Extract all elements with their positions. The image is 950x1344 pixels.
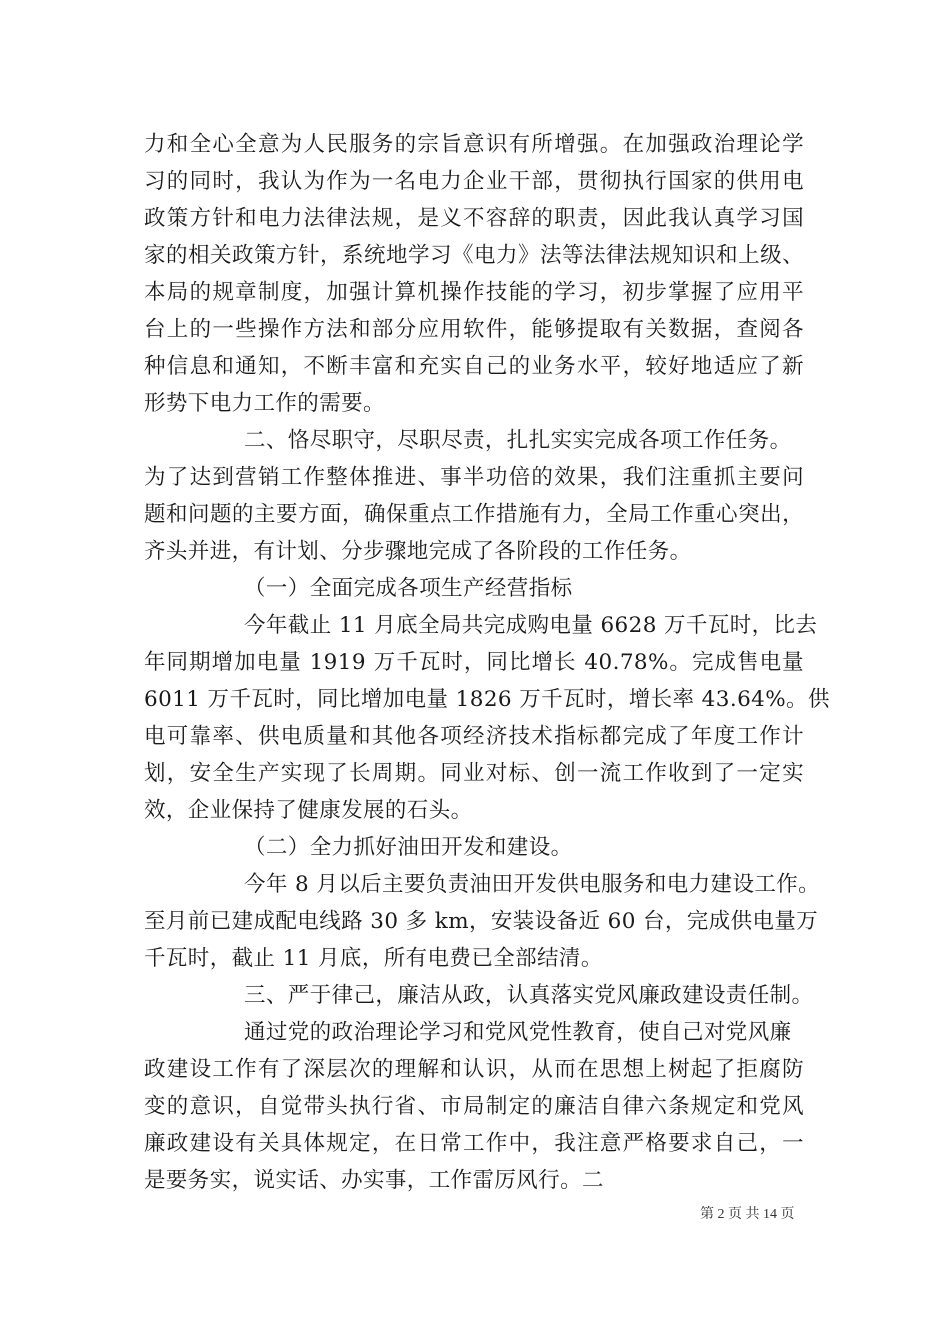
paragraph-line: 种信息和通知，不断丰富和充实自己的业务水平，较好地适应了新: [144, 354, 804, 379]
paragraph-line: 形势下电力工作的需要。: [144, 391, 385, 416]
paragraph-line: 政建设工作有了深层次的理解和认识，从而在思想上树起了拒腐防: [144, 1057, 804, 1082]
paragraph-line: 6011 万千瓦时，同比增加电量 1826 万千瓦时，增长率 43.64%。供: [144, 687, 830, 712]
paragraph-line: 至月前已建成配电线路 30 多 km，安装设备近 60 台，完成供电量万: [144, 909, 819, 934]
paragraph-line: 通过党的政治理论学习和党风党性教育，使自己对党风廉: [244, 1020, 792, 1045]
paragraph-line: 千瓦时，截止 11 月底，所有电费已全部结清。: [144, 946, 603, 971]
section-subheading: （二）全力抓好油田开发和建设。: [244, 835, 573, 860]
section-heading: 三、严于律己，廉洁从政，认真落实党风廉政建设责任制。: [244, 983, 814, 1008]
paragraph-line: 今年 8 月以后主要负责油田开发供电服务和电力建设工作。: [244, 872, 821, 897]
paragraph-line: 年同期增加电量 1919 万千瓦时，同比增长 40.78%。完成售电量: [144, 650, 804, 675]
section-subheading: （一）全面完成各项生产经营指标: [244, 576, 573, 601]
paragraph-line: 习的同时，我认为作为一名电力企业干部，贯彻执行国家的供用电: [144, 169, 804, 194]
paragraph-line: 划，安全生产实现了长周期。同业对标、创一流工作收到了一定实: [144, 761, 804, 786]
paragraph-line: 台上的一些操作方法和部分应用软件，能够提取有关数据，查阅各: [144, 317, 804, 342]
paragraph-line: 变的意识，自觉带头执行省、市局制定的廉洁自律六条规定和党风: [144, 1094, 804, 1119]
paragraph-line: 廉政建设有关具体规定，在日常工作中，我注意严格要求自己，一: [144, 1131, 804, 1156]
paragraph-line: 今年截止 11 月底全局共完成购电量 6628 万千瓦时，比去: [244, 613, 818, 638]
paragraph-line: 电可靠率、供电质量和其他各项经济技术指标都完成了年度工作计: [144, 724, 804, 749]
paragraph-line: 是要务实，说实话、办实事，工作雷厉风行。二: [144, 1168, 604, 1193]
paragraph-line: 力和全心全意为人民服务的宗旨意识有所增强。在加强政治理论学: [144, 132, 804, 157]
section-heading: 二、恪尽职守，尽职尽责，扎扎实实完成各项工作任务。: [244, 428, 792, 453]
paragraph-line: 本局的规章制度，加强计算机操作技能的学习，初步掌握了应用平: [144, 280, 804, 305]
paragraph-line: 题和问题的主要方面，确保重点工作措施有力，全局工作重心突出，: [144, 502, 804, 527]
page-number-footer: 第 2 页 共 14 页: [700, 1207, 795, 1222]
paragraph-line: 效，企业保持了健康发展的石头。: [144, 798, 473, 823]
paragraph-line: 家的相关政策方针，系统地学习《电力》法等法律法规知识和上级、: [144, 243, 804, 268]
paragraph-line: 政策方针和电力法律法规，是义不容辞的职责，因此我认真学习国: [144, 206, 804, 231]
paragraph-line: 为了达到营销工作整体推进、事半功倍的效果，我们注重抓主要问: [144, 465, 804, 490]
paragraph-line: 齐头并进，有计划、分步骤地完成了各阶段的工作任务。: [144, 539, 692, 564]
